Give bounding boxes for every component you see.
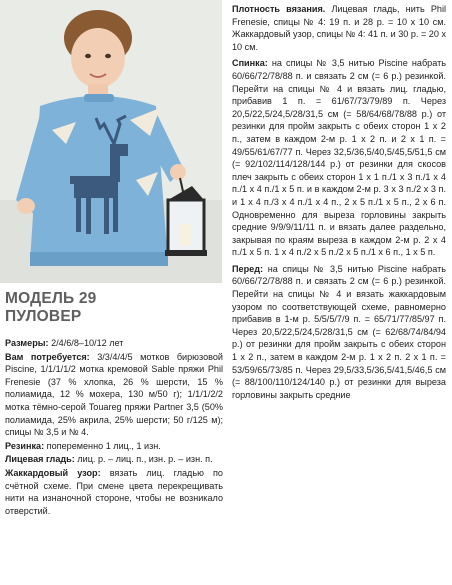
density-value: Лицевая гладь, нить Phil Frenesie, спицы № 4: 19 п. и 28 р. = 10 х 10 см. Жаккардовый узор, спицы № 4: 41 п. и 30 р. = 20 х 10 см.	[232, 4, 446, 52]
jacquard-paragraph	[5, 467, 223, 517]
rib-label: Резинка:	[5, 440, 45, 451]
back-paragraph	[232, 57, 446, 259]
materials-value: 3/3/4/4/5 мотков бирюзовой Piscine, 1/1/1/1/2 мотка кремовой Sable пряжи Phil Frenesie (37 % хлопка, 26 % шерсти, 15 % полиамида, 12 % мохера, 130 м/50 г); 1/1/1/2/2 мотка тёмно-серой Touareg пряжи Partner 3,5 (50% полиамида, 25% акрила, 25% шерсти; 50 г/125 м); спицы № 3,5 и № 4.	[5, 351, 223, 438]
rib-value: попеременно 1 лиц., 1 изн.	[46, 440, 161, 451]
right-column	[232, 3, 446, 405]
front-label: Перед:	[232, 263, 264, 274]
rib-paragraph	[5, 440, 223, 453]
model-subtitle: ПУЛОВЕР	[5, 308, 82, 325]
back-value: на спицы № 3,5 нитью Piscine набрать 60/66/72/78/88 п. и связать 2 см (= 6 р.) резинкой. Перейти на спицы № 4 и вязать лиц. гладью, прибавив 1 п. = 61/67/73/79/89 п. Через 20,5/22,5/24,5/28/31,5 см (= 58/64/68/78/88 р.) от резинки для пройм закрыть с обеих сторон 1 х 2 п., затем в каждом 2-м р. 1 х 2 п. и 2 х 1 п. = 49/55/61/67/77 п. Через 32,5/36,5/40,5/45,5/51,5 см (= 92/102/114/128/144 р.) от резинки для скосов плеч закрыть с обеих сторон 1 х 1 п./1 х 3 п./1 х 4 п./1 х 4 п./1 х 5 п. и в каждом 2-м р. 3 х 3 п./2 х 3 п. и 1 х 4 п./3 х 4 п./1 х 4 п., 2 х 5 п./1 х 5 п., 2 х 6 п. Одновременно для выреза горловины закрыть средние 9/9/9/11/11 п. и вязать далее раздельно, закрывая по краям выреза в каждом 2-м р. 2 х 4 п./1 х 5 п. 1 х 4 п./2 х 5 п./2 х 5 п./1 х 6 п., 1 х 5 п.	[232, 58, 446, 258]
sizes-value: 2/4/6/8–10/12 лет	[51, 338, 124, 348]
stockinette-value: лиц. р. – лиц. п., изн. р. – изн. п.	[77, 454, 213, 465]
back-label: Спинка:	[232, 58, 268, 69]
left-column	[5, 290, 223, 518]
jacquard-label: Жаккардовый узор:	[5, 467, 101, 478]
child-sweater-illustration	[0, 0, 222, 283]
materials-label: Вам потребуется:	[5, 351, 90, 362]
sizes-paragraph	[5, 337, 223, 350]
stockinette-label: Лицевая гладь:	[5, 454, 75, 465]
density-label: Плотность вязания.	[232, 4, 326, 14]
front-value: на спицы № 3,5 нитью Piscine набрать 60/66/72/78/88 п. и связать 2 см (= 6 р.) резинкой. Перейти на спицы № 4 и вязать жаккардовым узором по соответствующей схеме, равномерно прибавив в 1-м р. 5/5/5/7/9 п. = 65/71/77/85/97 п. Через 20,5/22,5/24,5/28/31,5 см (= 62/68/74/84/94 р.) от резинки для пройм закрыть с обеих сторон 1 х 2 п., затем в каждом 2-м р. 1 х 2 п. 2 х 1 п. = 53/59/65/73/85 п. Через 29,5/33,5/36,5/41,5/46,5 см (= 88/100/110/124/140 р.) от резинки для выреза горловины закрыть средние	[232, 263, 446, 400]
density-paragraph	[232, 3, 446, 53]
product-photo	[0, 0, 222, 283]
jacquard-value: вязать лиц. гладью по счётной схеме. При смене цвета перекрещивать нити на изнаночной стороне, чтобы не возникало отверстий.	[5, 467, 223, 516]
model-title: МОДЕЛЬ 29	[5, 290, 97, 307]
front-paragraph	[232, 263, 446, 402]
sizes-label: Размеры:	[5, 338, 49, 348]
stockinette-paragraph	[5, 453, 223, 466]
materials-paragraph	[5, 351, 223, 439]
